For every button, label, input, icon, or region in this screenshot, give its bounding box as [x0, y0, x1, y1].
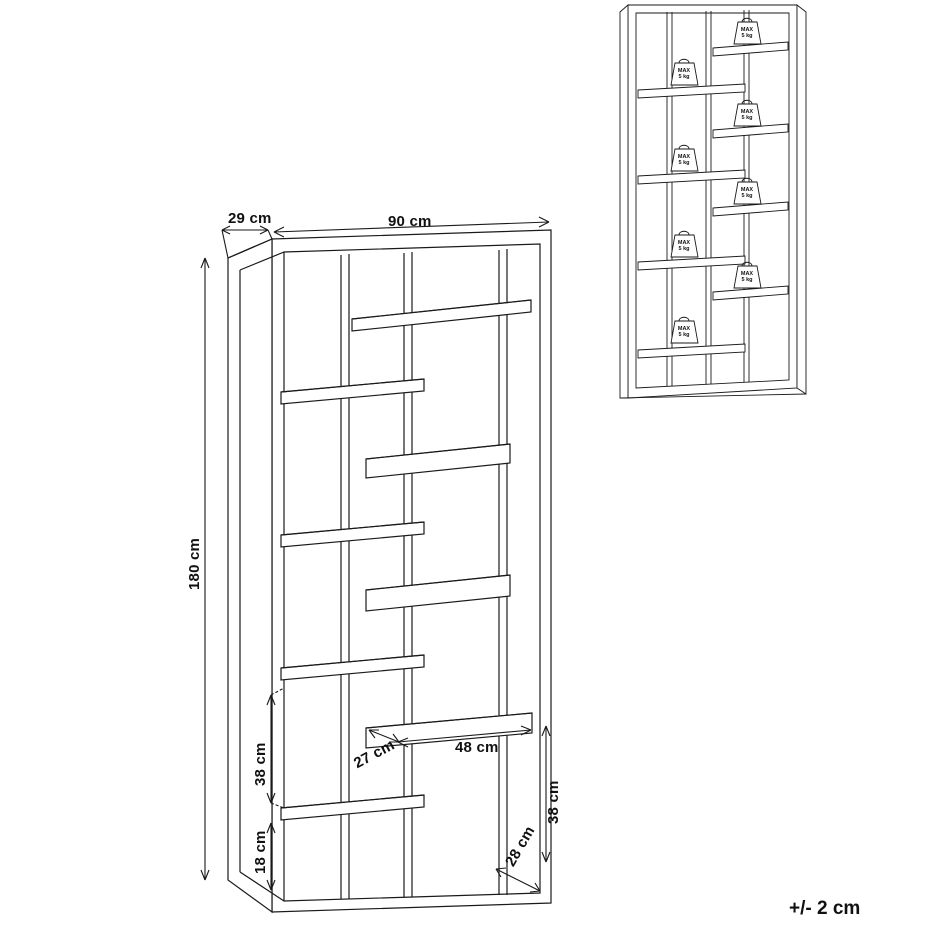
dim-label-height-180: 180 cm: [186, 537, 203, 590]
load-tag-3-line2: 5 kg: [741, 115, 753, 121]
load-tag-7: [735, 271, 759, 283]
load-tag-5-line1: MAX: [740, 187, 754, 193]
load-tag-7-line2: 5 kg: [741, 277, 753, 283]
dim-label-base-depth-28: 28 cm: [502, 823, 539, 870]
load-reference-unit: [620, 5, 806, 398]
load-tag-8: [672, 326, 696, 338]
dim-label-gap-38-right: 38 cm: [545, 780, 562, 824]
load-tag-3: [735, 109, 759, 121]
load-tag-1: [735, 27, 759, 39]
load-tag-6-line2: 5 kg: [678, 246, 690, 252]
load-tag-2-line2: 5 kg: [678, 74, 690, 80]
load-tag-4-line2: 5 kg: [678, 160, 690, 166]
load-tag-5-line2: 5 kg: [741, 193, 753, 199]
dim-label-shelf-depth-27: 27 cm: [351, 736, 398, 773]
load-tag-5: [735, 187, 759, 199]
load-tag-4-line1: MAX: [677, 154, 691, 160]
load-tag-6-line1: MAX: [677, 240, 691, 246]
tolerance-note: +/- 2 cm: [789, 898, 861, 919]
load-tag-1-line2: 5 kg: [741, 33, 753, 39]
load-tag-2-line1: MAX: [677, 68, 691, 74]
dim-label-width-90: 90 cm: [388, 213, 432, 230]
load-tag-7-line1: MAX: [740, 271, 754, 277]
load-tag-4: [672, 154, 696, 166]
load-tag-3-line1: MAX: [740, 109, 754, 115]
load-tag-8-line2: 5 kg: [678, 332, 690, 338]
dim-label-depth-29: 29 cm: [228, 210, 272, 227]
load-tag-8-line1: MAX: [677, 326, 691, 332]
dim-label-gap-18-left: 18 cm: [252, 830, 269, 874]
load-tag-2: [672, 68, 696, 80]
dim-label-shelf-width-48: 48 cm: [455, 739, 499, 756]
load-tag-1-line1: MAX: [740, 27, 754, 33]
dim-label-gap-38-left: 38 cm: [252, 742, 269, 786]
load-tag-6: [672, 240, 696, 252]
